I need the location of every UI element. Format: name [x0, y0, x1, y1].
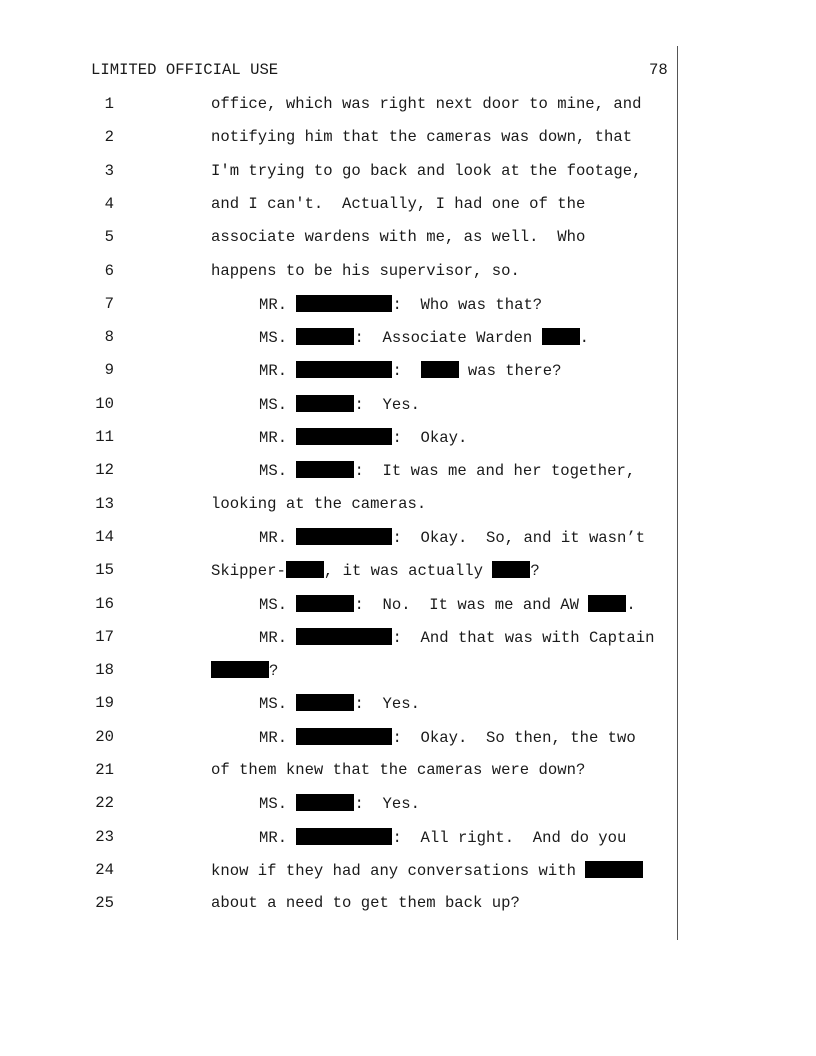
line-number: 8: [104, 328, 114, 347]
line-text-segment: : Yes.: [354, 795, 420, 814]
redaction-block: [296, 728, 392, 745]
line-number: 17: [95, 627, 114, 646]
redaction-block: [296, 328, 354, 345]
line-text-segment: MS.: [259, 462, 297, 481]
line-number: 7: [104, 294, 114, 313]
line-text-segment: office, which was right next door to mine, and: [211, 95, 642, 113]
redaction-block: [296, 395, 354, 412]
line-text-segment: MR.: [259, 828, 297, 847]
transcript-line: [259, 328, 589, 347]
line-text-segment: .: [579, 329, 589, 348]
line-number: 21: [95, 761, 114, 779]
transcript-line: [211, 95, 641, 113]
transcript-line: [211, 761, 585, 779]
line-number: 25: [95, 894, 114, 913]
line-text-segment: know if they had any conversations with: [211, 861, 586, 880]
transcript-line: [259, 595, 636, 614]
line-number: 3: [104, 161, 114, 180]
redaction-block: [296, 595, 354, 612]
redaction-block: [585, 861, 643, 878]
transcript-line: [211, 561, 540, 580]
line-text-segment: I'm trying to go back and look at the footage,: [211, 161, 642, 180]
line-text-segment: : All right. And do you: [392, 828, 627, 847]
line-number: 1: [104, 95, 114, 113]
right-margin-rule: [677, 46, 678, 940]
line-text-segment: MR.: [259, 528, 297, 547]
line-number: 12: [95, 461, 114, 480]
line-number: 14: [95, 527, 114, 546]
transcript-line: [211, 228, 585, 246]
transcript-line: [211, 128, 632, 146]
redaction-block: [542, 328, 580, 345]
line-text-segment: ?: [530, 562, 540, 581]
transcript-line: [259, 361, 561, 380]
line-text-segment: was there?: [458, 362, 562, 381]
line-text-segment: MS.: [259, 329, 297, 348]
line-text-segment: , it was actually: [323, 562, 493, 581]
redaction-block: [296, 428, 392, 445]
line-text-segment: ?: [269, 662, 279, 681]
redaction-block: [296, 361, 392, 378]
line-number: 9: [104, 361, 114, 380]
line-text-segment: .: [626, 595, 636, 614]
transcript-line: [211, 195, 585, 213]
line-text-segment: associate wardens with me, as well. Who: [211, 228, 586, 247]
line-number: 16: [95, 594, 114, 613]
line-text-segment: MS.: [259, 595, 297, 614]
line-text-segment: looking at the cameras.: [211, 494, 427, 513]
transcript-line: [259, 728, 636, 747]
redaction-block: [296, 295, 392, 312]
line-text-segment: : Yes.: [354, 395, 420, 414]
transcript-line: [259, 461, 635, 480]
redaction-block: [296, 694, 354, 711]
redaction-block: [421, 361, 459, 378]
transcript-line: [259, 428, 467, 447]
redaction-block: [588, 595, 626, 612]
transcript-line: [211, 894, 520, 912]
line-text-segment: : Who was that?: [392, 295, 543, 314]
redaction-block: [286, 561, 324, 578]
line-number: 4: [104, 194, 114, 213]
redaction-block: [211, 661, 269, 678]
line-number: 11: [95, 428, 114, 446]
line-number: 18: [95, 661, 114, 680]
transcript-line: [259, 794, 420, 813]
line-text-segment: MR.: [259, 429, 297, 447]
line-text-segment: : Okay.: [392, 429, 468, 447]
transcript-line: [211, 162, 641, 180]
line-text-segment: : Okay. So then, the two: [392, 728, 636, 747]
line-number: 15: [95, 561, 114, 580]
line-text-segment: MS.: [259, 395, 297, 414]
line-number: 19: [95, 694, 114, 713]
line-text-segment: and I can't. Actually, I had one of the: [211, 194, 586, 213]
line-text-segment: about a need to get them back up?: [211, 894, 520, 913]
line-text-segment: : And that was with Captain: [392, 628, 655, 647]
transcript-line: [259, 395, 420, 414]
transcript-line: [211, 661, 278, 680]
line-text-segment: notifying him that the cameras was down, that: [211, 128, 633, 147]
line-text-segment: MR.: [259, 295, 297, 314]
transcript-line: [259, 628, 654, 647]
transcript-line: [259, 528, 645, 547]
line-text-segment: :: [392, 362, 421, 381]
line-text-segment: MS.: [259, 795, 297, 814]
transcript-line: [259, 694, 420, 713]
line-text-segment: MR.: [259, 728, 297, 747]
line-text-segment: MR.: [259, 628, 297, 647]
line-text-segment: MR.: [259, 362, 297, 381]
line-text-segment: : Associate Warden: [354, 329, 542, 348]
line-number: 2: [104, 128, 114, 147]
line-number: 13: [95, 494, 114, 513]
line-number: 5: [104, 228, 114, 247]
line-text-segment: : Yes.: [354, 695, 420, 714]
classification-header: LIMITED OFFICIAL USE: [91, 61, 279, 79]
line-number: 23: [95, 827, 114, 846]
line-number: 24: [95, 860, 114, 879]
redaction-block: [296, 628, 392, 645]
transcript-line: [211, 495, 426, 513]
page-number: 78: [649, 61, 668, 79]
transcript-line: [259, 828, 626, 847]
line-text-segment: of them knew that the cameras were down?: [211, 761, 586, 779]
redaction-block: [296, 794, 354, 811]
redaction-block: [296, 828, 392, 845]
line-number: 22: [95, 794, 114, 813]
line-number: 10: [95, 394, 114, 413]
line-text-segment: happens to be his supervisor, so.: [211, 261, 520, 280]
line-text-segment: MS.: [259, 695, 297, 714]
line-number: 20: [95, 727, 114, 746]
line-number: 6: [104, 261, 114, 280]
line-text-segment: Skipper-: [211, 562, 286, 581]
transcript-line: [259, 295, 542, 314]
transcript-line: [211, 262, 520, 280]
transcript-line: [211, 861, 643, 880]
redaction-block: [296, 528, 392, 545]
line-text-segment: : No. It was me and AW: [354, 595, 589, 614]
redaction-block: [296, 461, 354, 478]
redaction-block: [492, 561, 530, 578]
line-text-segment: : Okay. So, and it wasn’t: [392, 528, 646, 547]
line-text-segment: : It was me and her together,: [354, 462, 636, 481]
